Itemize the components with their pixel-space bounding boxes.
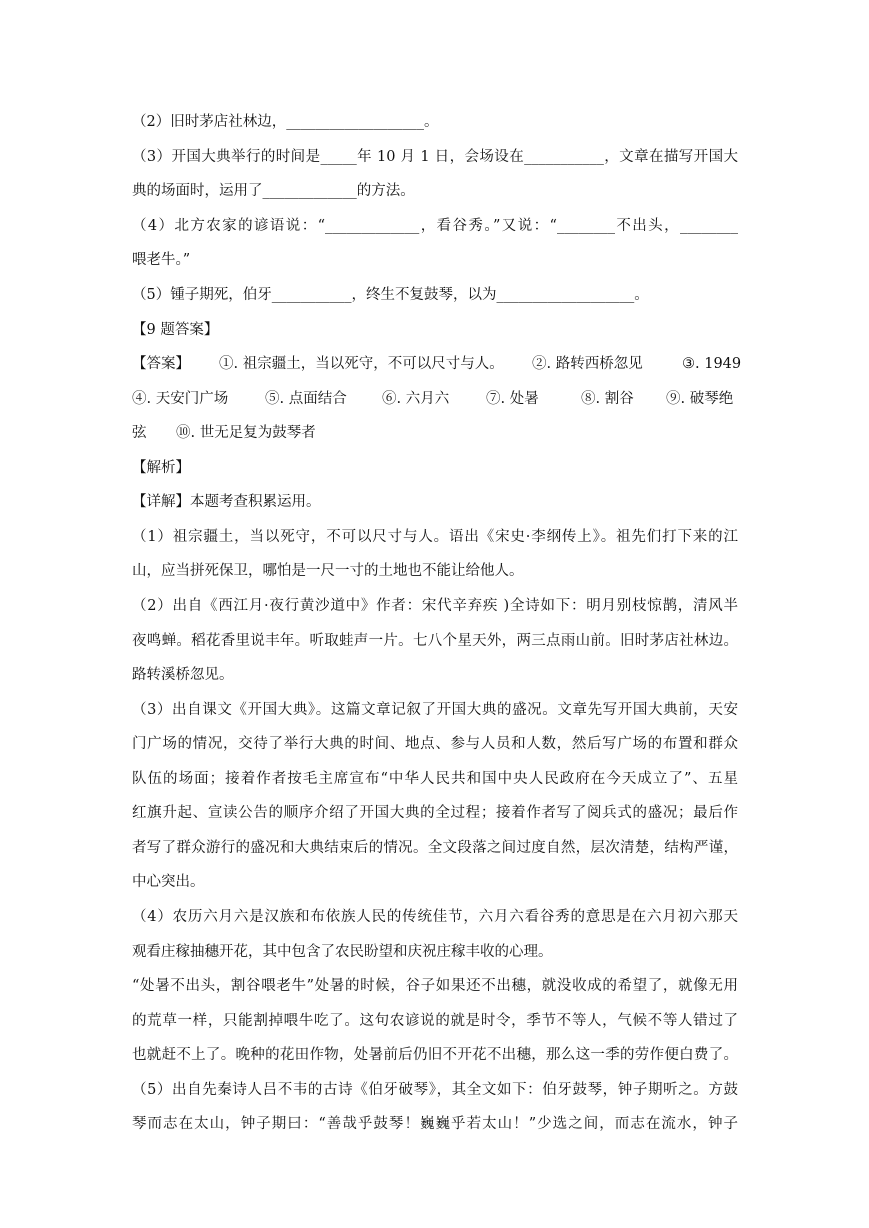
analysis-paragraph-line: 山，应当拼死保卫，哪怕是一尺一寸的土地也不能让给他人。 — [132, 563, 524, 579]
answer-label: 【答案】 — [132, 356, 190, 372]
analysis-paragraph-line: 队伍的场面；接着作者按毛主席宣布“中华人民共和国中央人民政府在今天成立了”、五星 — [132, 771, 738, 787]
answer-row-1 — [132, 354, 742, 374]
analysis-paragraph-line: 琴而志在太山，钟子期曰：“善哉乎鼓琴！巍巍乎若太山！”少选之间，而志在流水，钟子 — [132, 1116, 738, 1132]
analysis-paragraph-line: 路转溪桥忽见。 — [132, 667, 234, 683]
question-4-line-1: （4）北方农家的谚语说：“_____________，看谷秀。”又说：“________不出头，________ — [132, 218, 738, 234]
question-3-line-1: （3）开国大典举行的时间是_____年 10 月 1 日，会场设在___________，文章在描写开国大 — [132, 149, 738, 165]
answer-item: ①. 祖宗疆土，当以死守，不可以尺寸与人。 — [219, 356, 504, 372]
answer-row-2 — [132, 389, 738, 409]
analysis-paragraph-line: （5）出自先秦诗人吕不韦的古诗《伯牙破琴》，其全文如下：伯牙鼓琴，钟子期听之。方鼓 — [132, 1082, 738, 1098]
question-3-line-2: 典的场面时，运用了_____________的方法。 — [132, 183, 415, 199]
answer-heading: 【9 题答案】 — [132, 322, 219, 338]
analysis-paragraph-line: 也就赶不上了。晚种的花田作物，处暑前后仍旧不开花不出穗，那么这一季的劳作便白费了。 — [132, 1047, 738, 1063]
answer-item: ③. 1949 — [682, 356, 742, 372]
answer-item: ②. 路转西桥忽见 — [532, 356, 643, 372]
question-2-line: （2）旧时茅店社林边，___________________。 — [132, 114, 439, 130]
analysis-paragraph-line: （2）出自《西江月·夜行黄沙道中》作者：宋代辛弃疾 )全诗如下：明月别枝惊鹊，清风半 — [132, 598, 738, 614]
question-5-line: （5）锺子期死，伯牙___________，终生不复鼓琴，以为___________________。 — [132, 287, 649, 303]
answer-row-3 — [132, 423, 738, 443]
question-4-line-2: 喂老牛。” — [132, 252, 191, 268]
answer-item: ⑥. 六月六 — [382, 391, 450, 407]
analysis-paragraph-line: 观看庄稼抽穗开花，其中包含了农民盼望和庆祝庄稼丰收的心理。 — [132, 944, 553, 960]
analysis-heading: 【解析】 — [132, 460, 190, 476]
analysis-paragraph-line: “处暑不出头，割谷喂老牛”处暑的时候，谷子如果还不出穗，就没收成的希望了，就像无用 — [132, 978, 738, 994]
answer-item: ⑦. 处暑 — [486, 391, 539, 407]
answer-item: ⑨. 破琴绝 — [666, 391, 734, 407]
analysis-paragraph-line: （1）祖宗疆土，当以死守，不可以尺寸与人。语出《宋史·李纲传上》。祖先们打下来的江 — [132, 529, 738, 545]
analysis-paragraph-line: 中心突出。 — [132, 874, 205, 890]
analysis-paragraph-line: 的荒草一样，只能割掉喂牛吃了。这句农谚说的就是时令，季节不等人，气候不等人错过了 — [132, 1013, 738, 1029]
analysis-paragraph-line: （4）农历六月六是汉族和布依族人民的传统佳节，六月六看谷秀的意思是在六月初六那天 — [132, 909, 738, 925]
analysis-paragraph-line: （3）出自课文《开国大典》。这篇文章记叙了开国大典的盛况。文章先写开国大典前，天安 — [132, 702, 738, 718]
answer-item: ⑩. 世无足复为鼓琴者 — [176, 425, 316, 441]
analysis-paragraph-line: 门广场的情况，交待了举行大典的时间、地点、参与人员和人数，然后写广场的布置和群众 — [132, 736, 738, 752]
detail-line: 【详解】本题考查积累运用。 — [132, 494, 321, 510]
analysis-paragraph-line: 者写了群众游行的盛况和大典结束后的情况。全文段落之间过度自然，层次清楚，结构严谨， — [132, 840, 738, 856]
answer-item: ⑧. 割谷 — [581, 391, 634, 407]
answer-item: 弦 — [132, 425, 147, 441]
answer-item: ④. 天安门广场 — [132, 391, 229, 407]
answer-item: ⑤. 点面结合 — [265, 391, 347, 407]
analysis-paragraph-line: 红旗升起、宣读公告的顺序介绍了开国大典的全过程；接着作者写了阅兵式的盛况；最后作 — [132, 805, 738, 821]
analysis-paragraph-line: 夜鸣蝉。稻花香里说丰年。听取蛙声一片。七八个星天外，两三点雨山前。旧时茅店社林边。 — [132, 633, 738, 649]
